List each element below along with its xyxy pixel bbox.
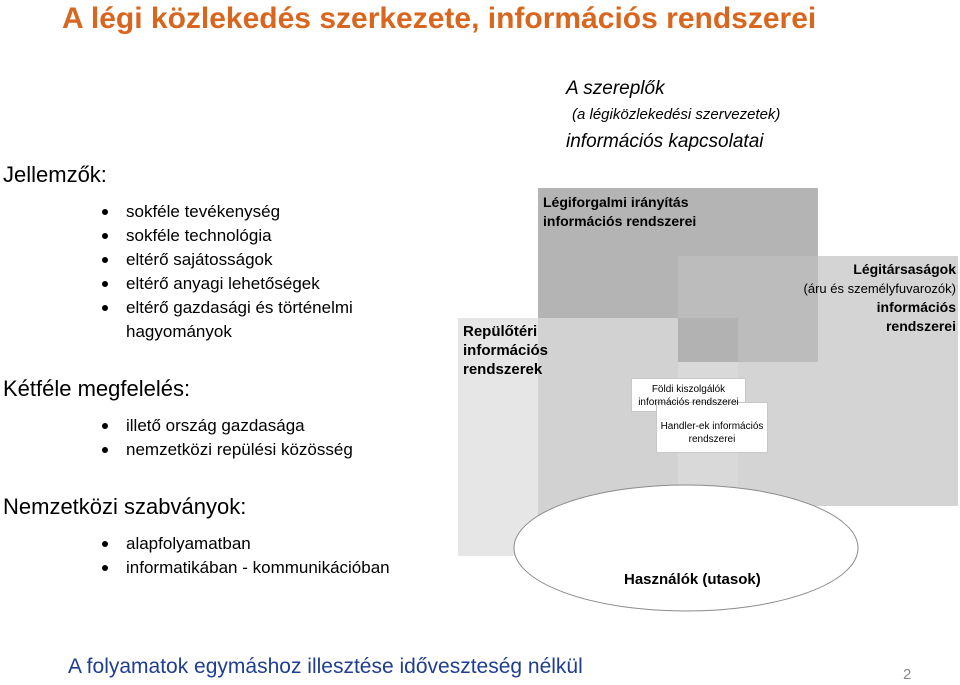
ground-handling-label — [632, 383, 745, 409]
diagram-caption-title: A szereplők — [566, 78, 665, 99]
page-number: 2 — [903, 666, 912, 683]
features-heading: Jellemzők: — [3, 162, 107, 187]
ground-handling-label-line1: Földi kiszolgálók — [651, 384, 726, 395]
list-item: informatikában - kommunikációban — [100, 556, 440, 580]
atc-label-line1: Légiforgalmi irányítás — [543, 194, 689, 210]
list-item: eltérő anyagi lehetőségek — [100, 272, 430, 296]
airlines-label — [780, 260, 956, 336]
handler-label — [657, 420, 767, 446]
airport-label-line2: információs — [463, 342, 549, 359]
airlines-label-line2: (áru és személyfuvarozók) — [803, 281, 956, 296]
airport-label — [463, 322, 548, 379]
atc-label — [543, 193, 696, 231]
list-item-continuation: hagyományok — [126, 322, 232, 341]
footer-text: A folyamatok egymáshoz illesztése időveszteség nélkül — [68, 655, 583, 678]
list-item: sokféle tevékenység — [100, 200, 430, 224]
list-item: sokféle technológia — [100, 224, 430, 248]
compliance-heading: Kétféle megfelelés: — [3, 376, 191, 401]
users-ellipse — [514, 485, 858, 611]
atc-label-line2: információs rendszerei — [543, 213, 697, 229]
airlines-label-line1: Légitársaságok — [853, 261, 956, 277]
diagram-caption-line3: információs kapcsolatai — [566, 131, 764, 152]
standards-heading: Nemzetközi szabványok: — [3, 494, 247, 519]
page-title: A légi közlekedés szerkezete, információs rendszerei — [62, 2, 817, 35]
list-item: nemzetközi repülési közösség — [100, 438, 430, 462]
list-item: alapfolyamatban — [100, 532, 440, 556]
ground-handling-label-line2: információs rendszerei — [638, 397, 739, 408]
airlines-label-line4: rendszerei — [885, 318, 956, 334]
list-item: eltérő gazdasági és történelmi — [100, 296, 430, 320]
handler-label-line2: rendszerei — [688, 434, 736, 445]
diagram-caption-subtitle: (a légiközlekedési szervezetek) — [572, 106, 781, 123]
airlines-label-line3: információs — [876, 299, 956, 315]
airport-label-line1: Repülőtéri — [463, 323, 538, 340]
airport-label-line3: rendszerek — [463, 361, 543, 378]
users-label: Használók (utasok) — [624, 571, 761, 588]
list-item: eltérő sajátosságok — [100, 248, 430, 272]
handler-label-line1: Handler-ek információs — [660, 421, 764, 432]
list-item: illető ország gazdasága — [100, 414, 430, 438]
